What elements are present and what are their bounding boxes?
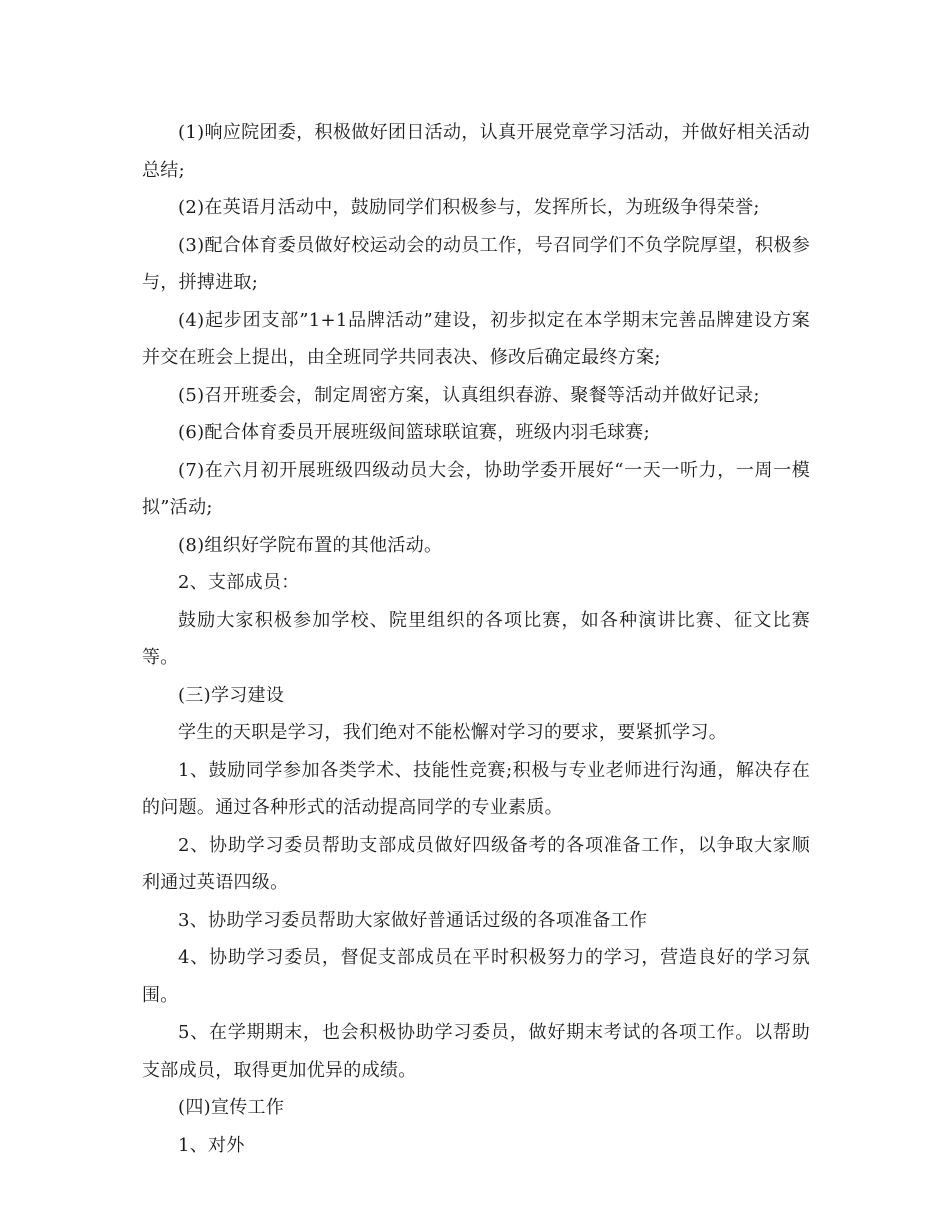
section-heading-study: (三)学习建设 — [178, 684, 285, 706]
document-body — [142, 114, 810, 1164]
heading-external: 1、对外 — [178, 1134, 245, 1156]
heading-branch-members: 2、支部成员： — [178, 572, 300, 593]
paragraph-activity-5: (5)召开班委会，制定周密方案，认真组织春游、聚餐等活动并做好记录; — [178, 384, 760, 406]
paragraph-branch-members: 鼓励大家积极参加学校、院里组织的各项比赛，如各种演讲比赛、征文比赛等。 — [142, 609, 810, 668]
paragraph-study-5: 5、在学期期末，也会积极协助学习委员，做好期末考试的各项工作。以帮助支部成员，取得更加优异的成绩。 — [142, 1022, 810, 1081]
paragraph-activity-3: (3)配合体育委员做好校运动会的动员工作，号召同学们不负学院厚望，积极参与，拼搏进取; — [142, 234, 810, 293]
paragraph-activity-4: (4)起步团支部”1+1品牌活动”建设，初步拟定在本学期末完善品牌建设方案并交在班会上提出，由全班同学共同表决、修改后确定最终方案; — [142, 309, 810, 368]
paragraph-study-1: 1、鼓励同学参加各类学术、技能性竞赛;积极与专业老师进行沟通，解决存在的问题。通过各种形式的活动提高同学的专业素质。 — [142, 759, 810, 818]
paragraph-study-4: 4、协助学习委员，督促支部成员在平时积极努力的学习，营造良好的学习氛围。 — [142, 947, 810, 1006]
paragraph-activity-1: (1)响应院团委，积极做好团日活动，认真开展党章学习活动，并做好相关活动总结; — [142, 122, 810, 181]
paragraph-activity-6: (6)配合体育委员开展班级间篮球联谊赛，班级内羽毛球赛; — [178, 422, 650, 443]
paragraph-study-intro: 学生的天职是学习，我们绝对不能松懈对学习的要求，要紧抓学习。 — [178, 722, 727, 743]
paragraph-activity-8: (8)组织好学院布置的其他活动。 — [178, 534, 443, 556]
paragraph-activity-7: (7)在六月初开展班级四级动员大会，协助学委开展好“一天一听力，一周一模拟”活动; — [142, 459, 810, 518]
paragraph-activity-2: (2)在英语月活动中，鼓励同学们积极参与，发挥所长，为班级争得荣誉; — [178, 197, 760, 218]
paragraph-study-3: 3、协助学习委员帮助大家做好普通话过级的各项准备工作 — [178, 909, 648, 931]
section-heading-publicity: (四)宣传工作 — [178, 1097, 285, 1118]
paragraph-study-2: 2、协助学习委员帮助支部成员做好四级备考的各项准备工作，以争取大家顺利通过英语四级。 — [142, 834, 810, 893]
